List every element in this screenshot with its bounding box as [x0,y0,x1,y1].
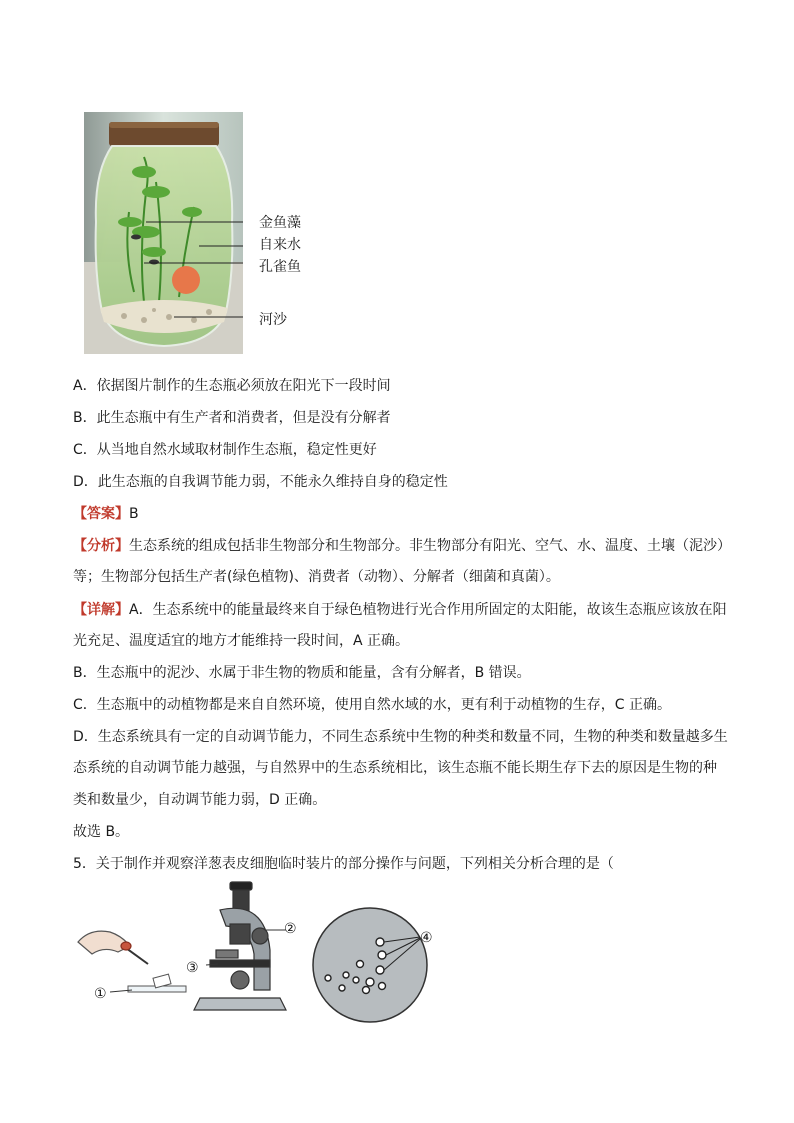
detail-text-a1: A．生态系统中的能量最终来自于绿色植物进行光合作用所固定的太阳能，故该生态瓶应该放在阳 [129,602,727,618]
detail-line-d2: 态系统的自动调节能力越强，与自然界中的生态系统相比，该生态瓶不能长期生存下去的原因是生物的种 [73,760,717,776]
option-b: B．此生态瓶中有生产者和消费者，但是没有分解者 [73,410,391,426]
detail-tag: 【详解】 [73,602,129,618]
answer-value: B [129,506,139,522]
answer-line [73,504,139,524]
conclusion: 故选 B。 [73,824,130,840]
detail-line-c: C．生态瓶中的动植物都是来自自然环境，使用自然水域的水，更有利于动植物的生存，C 正确。 [73,697,671,713]
analysis-line-2: 等；生物部分包括生产者(绿色植物)、消费者（动物）、分解者（细菌和真菌）。 [73,569,560,585]
answer-tag: 【答案】 [73,506,129,522]
marker-2: ② [284,921,297,937]
marker-3: ③ [186,960,199,976]
microscope-icon [194,882,286,1010]
label-hornwort: 金鱼藻 [259,215,301,231]
microscope-diagram [70,880,450,1025]
analysis-text-1: 生态系统的组成包括非生物部分和生物部分。非生物部分有阳光、空气、水、温度、土壤（泥沙） [129,538,731,554]
detail-line-b: B．生态瓶中的泥沙、水属于非生物的物质和能量，含有分解者，B 错误。 [73,665,531,681]
question-5-stem: 5．关于制作并观察洋葱表皮细胞临时装片的部分操作与问题，下列相关分析合理的是（ [73,856,614,872]
detail-line-a1 [73,600,727,620]
dropper-hand-icon [78,931,148,964]
field-of-view-icon [313,908,427,1022]
option-c: C．从当地自然水域取材制作生态瓶，稳定性更好 [73,442,377,458]
marker-4: ④ [420,930,433,946]
ecosystem-bottle-photo [84,112,243,354]
detail-line-d3: 类和数量少，自动调节能力弱，D 正确。 [73,792,327,808]
marker-1: ① [94,986,107,1002]
detail-line-a2: 光充足、温度适宜的地方才能维持一段时间，A 正确。 [73,633,410,649]
label-tap-water: 自来水 [259,237,301,253]
analysis-tag: 【分析】 [73,538,129,554]
label-guppy: 孔雀鱼 [259,259,301,275]
detail-line-d1: D．生态系统具有一定的自动调节能力，不同生态系统中生物的种类和数量不同，生物的种类和数量越多生 [73,729,728,745]
option-a: A．依据图片制作的生态瓶必须放在阳光下一段时间 [73,378,391,394]
analysis-line-1 [73,536,731,556]
label-river-sand: 河沙 [259,312,287,328]
option-d: D．此生态瓶的自我调节能力弱，不能永久维持自身的稳定性 [73,474,448,490]
